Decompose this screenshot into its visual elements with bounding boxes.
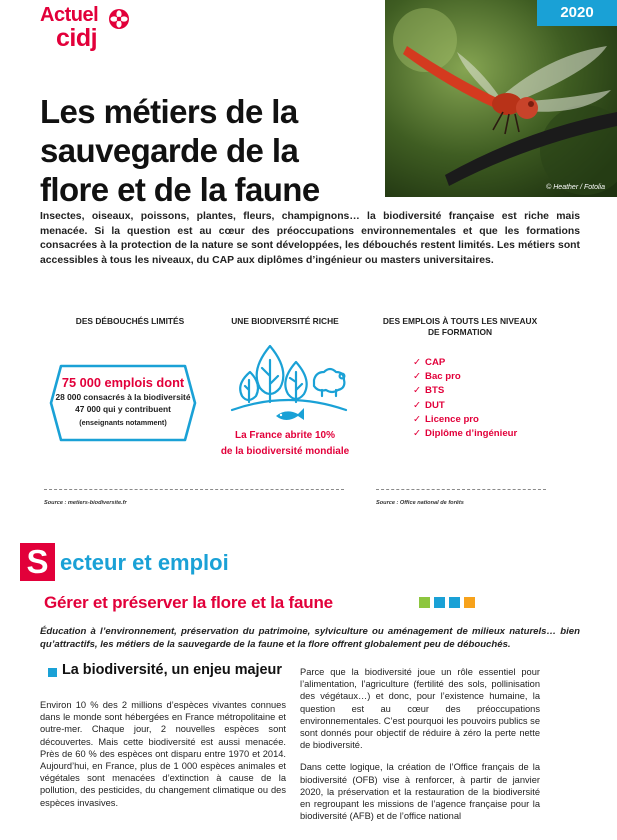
section-title: ecteur et emploi: [60, 550, 229, 575]
check-icon: ✓: [413, 399, 422, 411]
level-label: DUT: [425, 399, 445, 411]
level-label: Diplôme d’ingénieur: [425, 428, 518, 440]
logo-word-cidj: cidj: [56, 24, 98, 52]
biodiversity-caption-line2: de la biodiversité mondiale: [220, 446, 350, 457]
col3-heading-line1: DES EMPLOIS À TOUTS LES NIVEAUX: [382, 316, 538, 326]
list-item: [413, 384, 517, 398]
body-column-right: [300, 666, 540, 822]
color-square: [419, 597, 430, 608]
divider: [376, 489, 546, 490]
biodiversity-caption-line1: La France abrite 10%: [234, 430, 336, 441]
section-subtitle: Gérer et préserver la flore et la faune: [44, 593, 333, 612]
check-icon: ✓: [413, 385, 422, 397]
page-title: [40, 92, 380, 209]
logo-word-actuel: Actuel: [40, 4, 99, 26]
jobs-contributing: 47 000 qui y contribuent: [75, 404, 171, 414]
source-note: Source : metiers-biodiversite.fr: [44, 500, 127, 506]
jobs-figure: [49, 364, 197, 442]
biodiversity-caption: [205, 428, 365, 460]
check-icon: ✓: [413, 357, 422, 368]
training-levels-list: [413, 356, 517, 441]
body-paragraph: Parce que la biodiversité joue un rôle essentiel pour l’alimentation, l’agriculture (fertilité des sols, pollinisation des végétaux…) et donc, pour l’existence humaine, la question est au cœur des préoccupations environnementales. C’est pourquoi les pouvoirs publics se sont donnés pour objectif de réduire à zéro la perte nette de biodiversité.: [300, 667, 540, 751]
level-label: BTS: [425, 385, 445, 397]
color-square: [449, 597, 460, 608]
check-icon: ✓: [413, 413, 422, 425]
divider: [44, 489, 344, 490]
list-item: [413, 399, 517, 413]
actuel-cidj-logo: [40, 4, 140, 64]
lead-paragraph: Éducation à l’environnement, préservation du patrimoine, sylviculture ou aménagement de milieux naturels… bien qu’attractifs, les métiers de la sauvegarde de la faune et la flore offrent globalement peu de débouchés.: [40, 626, 580, 651]
list-item: [413, 370, 517, 384]
color-squares: [419, 597, 479, 615]
check-icon: ✓: [413, 428, 422, 440]
year-badge: 2020: [537, 0, 617, 26]
list-item: [413, 356, 517, 370]
col1-heading: DES DÉBOUCHÉS LIMITÉS: [75, 316, 185, 326]
col3-heading: [375, 316, 545, 338]
logo-flower-icon: [108, 8, 130, 30]
col2-heading: UNE BIODIVERSITÉ RICHE: [231, 316, 339, 326]
block-heading: La biodiversité, un enjeu majeur: [62, 662, 282, 678]
col3-heading-line2: DE FORMATION: [427, 327, 493, 337]
intro-paragraph: Insectes, oiseaux, poissons, plantes, fleurs, champignons… la biodiversité française est riche mais menacée. Si la question est au cœur des préoccupations environnementales et que les formations consacrées à la protection de la nature se sont développées, les débouchés restent limités. Les métiers sont accessibles à tous les niveaux, du CAP aux diplômes d’ingénieur ou masters universitaires.: [40, 211, 580, 266]
jobs-total: 75 000 emplois dont: [61, 375, 185, 390]
photo-credit: © Heather / Fotolia: [546, 184, 605, 191]
dragonfly-photo: [385, 0, 617, 197]
section-initial-letter: S: [20, 543, 55, 581]
title-line: Les métiers de la: [40, 93, 298, 130]
body-paragraph-left: Environ 10 % des 2 millions d’espèces vivantes connues dans le monde sont hébergées en France métropolitaine et outre-mer. Chaque jour, 2 nouvelles espèces sont découvertes. Mais cette biodiversité est aussi menacée. Près de 60 % des espèces ont disparu entre 1970 et 2014. Aujourd’hui, en France, plus de 1 000 espèces animales et végétales sont menacées d’extinction à cause de la pollution, des pesticides, du changement climatique ou des espèces invasives.: [40, 700, 286, 808]
jobs-note: (enseignants notamment): [79, 418, 167, 427]
level-label: CAP: [425, 357, 446, 368]
list-item: [413, 413, 517, 427]
color-square: [464, 597, 475, 608]
source-note: Source : Office national de forêts: [376, 500, 464, 506]
jobs-biodiversity: 28 000 consacrés à la biodiversité: [55, 392, 191, 402]
dragonfly-image: [385, 0, 617, 197]
list-item: [413, 427, 517, 441]
check-icon: ✓: [413, 371, 422, 383]
color-square: [434, 597, 445, 608]
biodiversity-icon: [226, 332, 352, 424]
body-paragraph: Dans cette logique, la création de l’Office français de la biodiversité (OFB) vise à renforcer, à partir de janvier 2020, la préservation et la restauration de la biodiversité en regroupant les missions de l’agence française pour la biodiversité (AFB) et de l’office national: [300, 762, 540, 822]
level-label: Bac pro: [425, 371, 461, 383]
level-label: Licence pro: [425, 413, 479, 425]
title-line: sauvegarde de la: [40, 132, 299, 169]
title-line: flore et de la faune: [40, 171, 320, 208]
